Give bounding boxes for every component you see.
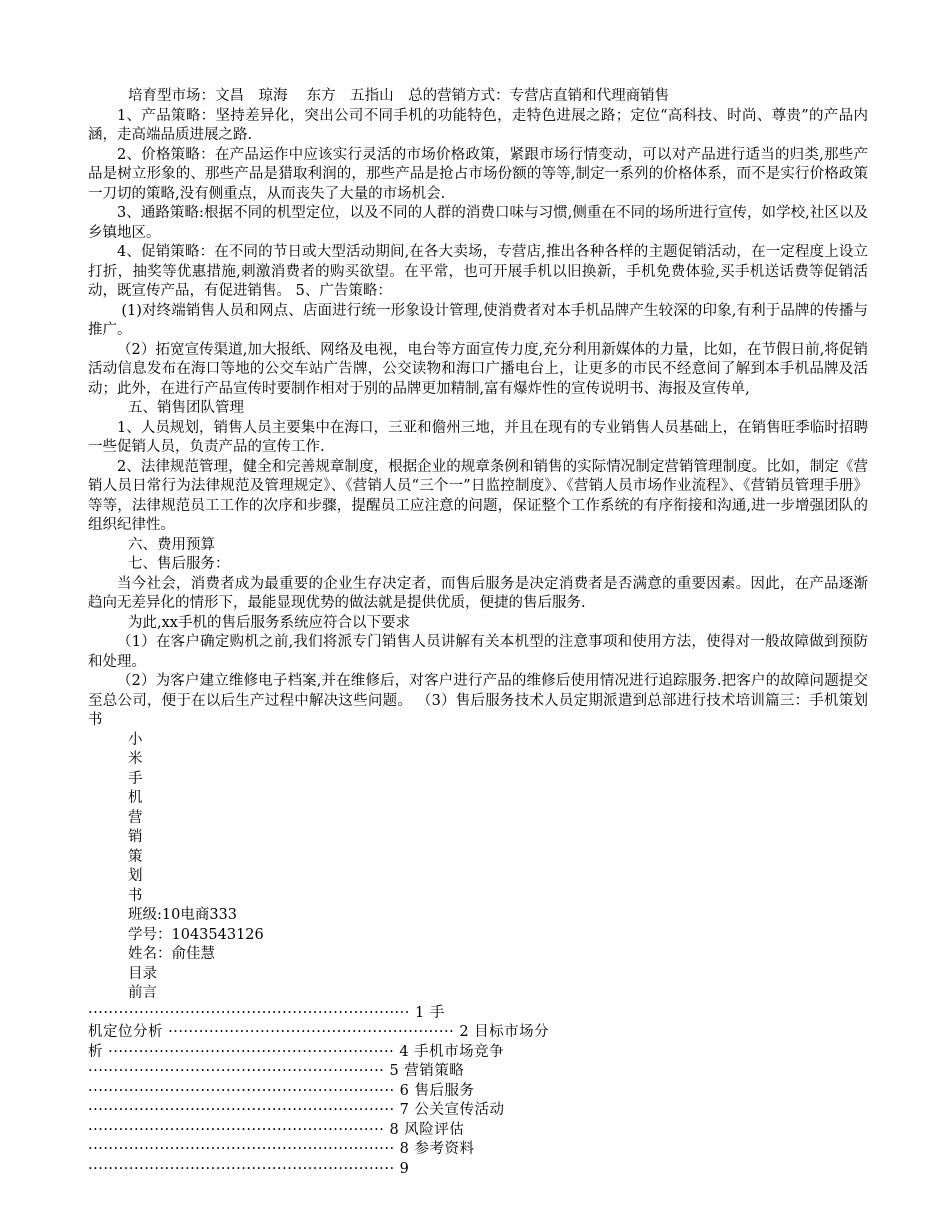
toc-line: ···························································· 8 参考资料	[88, 1141, 475, 1157]
toc-line: 析 ························································ 4 手机市场竞争	[88, 1043, 505, 1060]
product-strategy: 1、产品策略：坚持差异化，突出公司不同手机的功能特色，走特色进展之路；定位“高科技、时尚、尊贵”的产品内涵，走高端品质进展之路.	[88, 107, 868, 143]
title-char: 销	[128, 829, 143, 845]
cover-student-id: 学号：1043543126	[128, 926, 264, 943]
aftersales-requirements: 为此,xx手机的售后服务系统应符合以下要求	[128, 614, 410, 631]
channel-strategy: 3、通路策略:根据不同的机型定位，以及不同的人群的消费口味与习惯,侧重在不同的场所进行宣传，如学校,社区以及乡镇地区。	[88, 205, 868, 241]
aftersales-item-2: （2）为客户建立维修电子档案,并在维修后，对客户进行产品的维修后使用情况进行追踪服务.把客户的故障问题提交至总公司，便于在以后生产过程中解决这些问题。 （3）售后服务技术人员定期派遣到总部进行技术培训篇三：手机策划书	[88, 673, 868, 728]
ad-strategy-2: （2）拓宽宣传渠道,加大报纸、网络及电视，电台等方面宣传力度,充分利用新媒体的力量，比如，在节假日前,将促销活动信息发布在海口等地的公交车站广告牌，公交读物和海口广播电台上，让更多的市民不经意间了解到本手机品牌及活动；此外，在进行产品宣传时要制作相对于别的品牌更加精制,富有爆炸性的宣传说明书、海报及宣传单,	[88, 341, 868, 397]
toc-line: ······························································· 1 手	[88, 1004, 445, 1021]
section-heading-aftersales: 七、售后服务：	[128, 556, 230, 572]
legal-management: 2、法律规范管理，健全和完善规章制度，根据企业的规章条例和销售的实际情况制定营销管理制度。比如，制定《营销人员日常行为法律规范及管理规定》、《营销人员“三个一”日监控制度》、《营销人员市场作业流程》、《营销员管理手册》等等，法律规范员工工作的次序和步骤，提醒员工应注意的问题，保证整个工作系统的有序衔接和沟通,进一步增强团队的组织纪律性。	[88, 458, 868, 533]
cover-name: 姓名：俞佳慧	[128, 946, 215, 962]
market-line: 培育型市场：文昌 琼海 东方 五指山 总的营销方式：专营店直销和代理商销售	[128, 88, 670, 104]
title-char: 营	[128, 809, 143, 826]
title-char: 米	[128, 751, 143, 767]
vertical-title	[88, 731, 868, 907]
document-page	[88, 87, 868, 1179]
table-of-contents	[88, 1004, 868, 1180]
title-char: 书	[128, 887, 143, 904]
title-char: 机	[128, 790, 143, 806]
ad-strategy-1: (1)对终端销售人员和网点、店面进行统一形象设计管理,使消费者对本手机品牌产生较深的印象,有利于品牌的传播与推广。	[88, 302, 868, 338]
toc-title: 目录	[128, 965, 157, 982]
aftersales-item-1: （1）在客户确定购机之前,我们将派专门销售人员讲解有关本机型的注意事项和使用方法，使得对一般故障做到预防和处理。	[88, 634, 868, 670]
section-heading-budget: 六、费用预算	[128, 536, 215, 553]
toc-line: ·························································· 8 风险评估	[88, 1121, 465, 1138]
title-char: 小	[128, 731, 143, 748]
toc-line: ···························································· 7 公关宣传活动	[88, 1102, 505, 1118]
title-char: 划	[128, 868, 143, 884]
title-char: 手	[128, 770, 143, 787]
toc-line: 机定位分析 ························································ 2 目标市场分	[88, 1024, 550, 1040]
aftersales-intro: 当今社会，消费者成为最重要的企业生存决定者，而售后服务是决定消费者是否满意的重要因素。因此，在产品逐渐趋向无差异化的情形下，最能显现优势的做法就是提供优质，便捷的售后服务.	[88, 575, 868, 611]
title-char: 策	[128, 848, 143, 865]
toc-preface: 前言	[128, 985, 157, 1001]
promotion-strategy: 4、促销策略：在不同的节日或大型活动期间,在各大卖场，专营店,推出各种各样的主题促销活动，在一定程度上设立打折，抽奖等优惠措施,刺激消费者的购买欲望。在平常，也可开展手机以旧换新，手机免费体验,买手机送话费等促销活动，既宣传产品，有促进销售。 5、广告策略：	[88, 244, 868, 299]
toc-line: ···························································· 6 售后服务	[88, 1082, 475, 1099]
cover-class: 班级:10电商333	[128, 907, 238, 923]
toc-line: ·························································· 5 营销策略	[88, 1063, 465, 1079]
toc-line: ···························································· 9	[88, 1160, 410, 1177]
section-heading-team: 五、销售团队管理	[128, 400, 244, 416]
price-strategy: 2、价格策略：在产品运作中应该实行灵活的市场价格政策，紧跟市场行情变动，可以对产品进行适当的归类,那些产品是树立形象的、那些产品是猎取利润的，那些产品是抢占市场份额的等等,制定一系列的价格体系，而不是实行价格政策一刀切的策略,没有侧重点，从而丧失了大量的市场机会.	[88, 146, 868, 202]
team-planning: 1、人员规划，销售人员主要集中在海口，三亚和儋州三地，并且在现有的专业销售人员基础上，在销售旺季临时招聘一些促销人员，负责产品的宣传工作.	[88, 419, 868, 455]
